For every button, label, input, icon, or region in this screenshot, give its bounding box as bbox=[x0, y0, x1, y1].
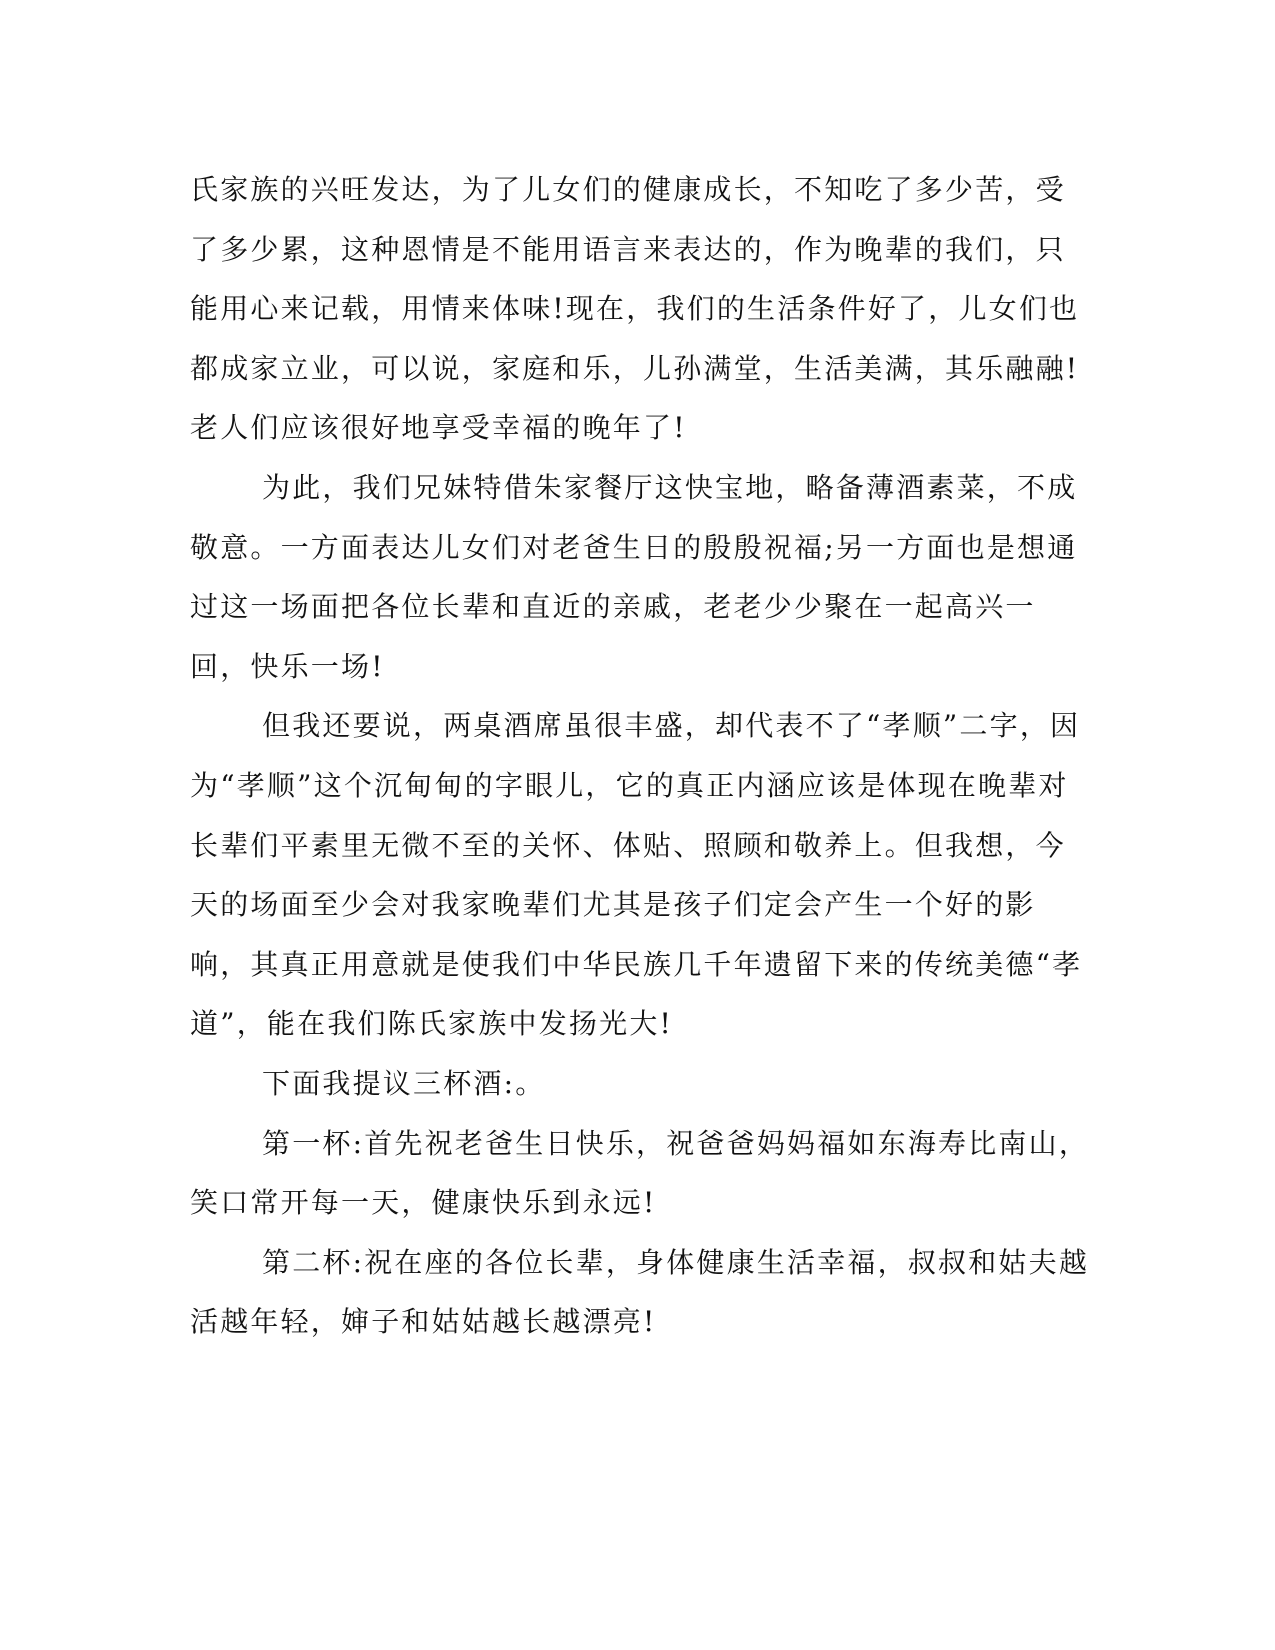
paragraph-toast-proposal: 下面我提议三杯酒:。 bbox=[262, 1066, 546, 1100]
paragraph-blessing-intro: 氏家族的兴旺发达，为了儿女们的健康成长，不知吃了多少苦，受了多少累，这种恩情是不能用语言来表达的，作为晚辈的我们，只能用心来记载，用情来体味!现在，我们的生活条件好了，儿女们也都成家立业，可以说，家庭和乐，儿孙满堂，生活美满，其乐融融!老人们应该很好地享受幸福的晚年了! bbox=[190, 173, 1080, 445]
paragraph-banquet-purpose: 为此，我们兄妹特借朱家餐厅这快宝地，略备薄酒素菜，不成敬意。一方面表达儿女们对老爸生日的殷殷祝福;另一方面也是想通过这一场面把各位长辈和直近的亲戚，老老少少聚在一起高兴一回，快乐一场! bbox=[190, 470, 1078, 683]
document-body bbox=[190, 160, 1090, 1352]
paragraph-second-toast: 第二杯:祝在座的各位长辈，身体健康生活幸福，叔叔和姑夫越活越年轻，婶子和姑姑越长越漂亮! bbox=[190, 1245, 1090, 1339]
paragraph-filial-piety: 但我还要说，两桌酒席虽很丰盛，却代表不了“孝顺”二字，因为“孝顺”这个沉甸甸的字眼儿，它的真正内涵应该是体现在晚辈对长辈们平素里无微不至的关怀、体贴、照顾和敬养上。但我想，今天的场面至少会对我家晚辈们尤其是孩子们定会产生一个好的影响，其真正用意就是使我们中华民族几千年遗留下来的传统美德“孝道”，能在我们陈氏家族中发扬光大! bbox=[190, 709, 1083, 1041]
paragraph-first-toast: 第一杯:首先祝老爸生日快乐，祝爸爸妈妈福如东海寿比南山，笑口常开每一天，健康快乐到永远! bbox=[190, 1126, 1090, 1220]
